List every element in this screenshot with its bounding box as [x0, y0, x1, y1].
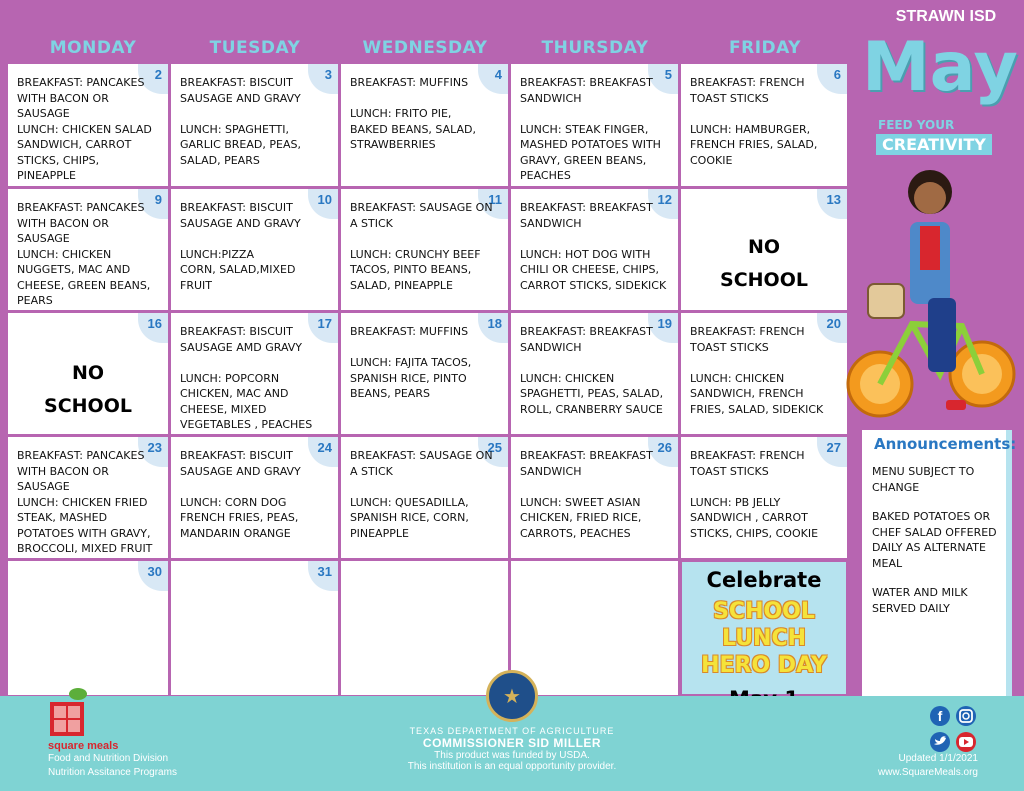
calendar-day-cell	[171, 561, 338, 695]
day-number: 18	[478, 313, 508, 343]
announcement-item: MENU SUBJECT TO CHANGE	[872, 465, 975, 494]
calendar-day-cell	[681, 64, 847, 186]
tagline-line1: FEED YOUR	[878, 118, 955, 132]
calendar-day-cell	[511, 437, 678, 558]
day-number: 25	[478, 437, 508, 467]
calendar-day-cell	[681, 189, 847, 310]
day-number: 6	[817, 64, 847, 94]
calendar-day-cell	[341, 437, 508, 558]
footer-credits	[312, 726, 712, 772]
tagline-line2: CREATIVITY	[876, 134, 992, 155]
day-number: 30	[138, 561, 168, 591]
calendar-day-cell	[8, 313, 168, 434]
menu-text: BREAKFAST: SAUSAGE ON A STICK LUNCH: QUESADILLA, SPANISH RICE, CORN, PINEAPPLE	[350, 449, 493, 540]
weekday-headers	[8, 38, 848, 62]
agency-name: TEXAS DEPARTMENT OF AGRICULTURE	[409, 726, 615, 736]
girl-on-bicycle-illustration	[846, 162, 1018, 432]
day-number: 27	[817, 437, 847, 467]
division-name: Food and Nutrition Division	[48, 753, 169, 764]
menu-text: BREAKFAST: FRENCH TOAST STICKS LUNCH: HAMBURGER, FRENCH FRIES, SALAD, COOKIE	[690, 76, 818, 167]
announcements-heading: Announcements:	[874, 435, 1017, 453]
facebook-icon[interactable]	[930, 706, 950, 726]
day-number: 20	[817, 313, 847, 343]
svg-text:f: f	[937, 708, 943, 724]
updated-date: Updated 1/1/2021	[898, 753, 978, 764]
menu-text: BREAKFAST: FRENCH TOAST STICKS LUNCH: PB JELLY SANDWICH , CARROT STICKS, CHIPS, COOKIE	[690, 449, 819, 540]
day-number: 23	[138, 437, 168, 467]
header-wednesday: WEDNESDAY	[362, 38, 488, 58]
day-number: 31	[308, 561, 338, 591]
equal-opportunity-note: This institution is an equal opportunity provider.	[407, 761, 617, 772]
calendar-day-cell	[341, 189, 508, 310]
menu-text: BREAKFAST: BREAKFAST SANDWICH LUNCH: CHICKEN SPAGHETTI, PEAS, SALAD, ROLL, CRANBERRY SAUCE	[520, 325, 664, 416]
footer-update	[878, 752, 978, 780]
menu-text: BREAKFAST: BISCUIT SAUSAGE AND GRAVY LUNCH: SPAGHETTI, GARLIC BREAD, PEAS, SALAD, PEARS	[180, 76, 301, 167]
menu-text: BREAKFAST: MUFFINS LUNCH: FRITO PIE, BAKED BEANS, SALAD, STRAWBERRIES	[350, 76, 477, 151]
calendar-day-cell	[171, 64, 338, 186]
program-name: Nutrition Assitance Programs	[48, 767, 177, 778]
footer-division	[48, 752, 177, 780]
calendar-day-cell	[511, 189, 678, 310]
calendar-day-cell	[171, 189, 338, 310]
instagram-icon[interactable]	[956, 706, 976, 726]
funding-note: This product was funded by USDA.	[434, 750, 590, 761]
calendar-day-cell	[341, 561, 508, 695]
tda-seal-icon: ★	[486, 670, 538, 722]
day-number: 4	[478, 64, 508, 94]
month-title: May	[862, 28, 1018, 107]
day-number: 3	[308, 64, 338, 94]
menu-text: BREAKFAST: BREAKFAST SANDWICH LUNCH: HOT DOG WITH CHILI OR CHEESE, CHIPS, CARROT STICKS, SIDEKICK	[520, 201, 667, 292]
commissioner-name: COMMISSIONER SID MILLER	[422, 736, 602, 750]
calendar-day-cell	[341, 64, 508, 186]
menu-text: BREAKFAST: BISCUIT SAUSAGE AND GRAVY LUNCH:PIZZA CORN, SALAD,MIXED FRUIT	[180, 201, 301, 292]
day-number: 12	[648, 189, 678, 219]
district-name: STRAWN ISD	[895, 8, 997, 25]
youtube-icon[interactable]	[956, 732, 976, 752]
no-school-label: NO SCHOOL	[44, 362, 132, 417]
calendar-day-cell	[511, 313, 678, 434]
announcements-panel	[862, 430, 1017, 696]
calendar-day-cell	[681, 313, 847, 434]
day-number: 26	[648, 437, 678, 467]
header-thursday: THURSDAY	[541, 38, 649, 58]
announcement-item: BAKED POTATOES OR CHEF SALAD OFFERED DAILY AS ALTERNATE MEAL	[872, 510, 997, 570]
announcement-item: WATER AND MILK SERVED DAILY	[872, 586, 968, 615]
menu-text: BREAKFAST: PANCAKES WITH BACON OR SAUSAGE LUNCH: CHICKEN FRIED STEAK, MASHED POTATOES WITH GRAVY, BROCCOLI, MIXED FRUIT	[17, 449, 153, 555]
calendar-day-cell	[8, 561, 168, 695]
menu-text: BREAKFAST: BISCUIT SAUSAGE AND GRAVY LUNCH: CORN DOG FRENCH FRIES, PEAS, MANDARIN ORANGE	[180, 449, 301, 540]
hero-day-line2: HERO DAY	[701, 653, 827, 678]
celebrate-title: Celebrate	[706, 568, 822, 592]
day-number: 9	[138, 189, 168, 219]
menu-text: BREAKFAST: BREAKFAST SANDWICH LUNCH: SWEET ASIAN CHICKEN, FRIED RICE, CARROTS, PEACHES	[520, 449, 653, 540]
header-monday: MONDAY	[49, 38, 137, 58]
day-number: 17	[308, 313, 338, 343]
day-number: 13	[817, 189, 847, 219]
day-number: 5	[648, 64, 678, 94]
day-number: 2	[138, 64, 168, 94]
header-friday: FRIDAY	[729, 38, 801, 58]
calendar-day-cell	[681, 437, 847, 558]
hero-day-line1: SCHOOL LUNCH	[713, 599, 815, 651]
day-number: 19	[648, 313, 678, 343]
day-number: 16	[138, 313, 168, 343]
calendar-day-cell	[171, 437, 338, 558]
website-link[interactable]: www.SquareMeals.org	[877, 767, 978, 778]
day-number: 11	[478, 189, 508, 219]
calendar-day-cell	[8, 437, 168, 558]
celebrate-box	[682, 562, 846, 694]
calendar-day-cell	[8, 64, 168, 186]
menu-text: BREAKFAST: PANCAKES WITH BACON OR SAUSAGE LUNCH: CHICKEN SALAD SANDWICH, CARROT STICKS, CHIPS, PINEAPPLE	[17, 76, 152, 182]
calendar-day-cell	[341, 313, 508, 434]
day-number: 24	[308, 437, 338, 467]
menu-text: BREAKFAST: FRENCH TOAST STICKS LUNCH: CHICKEN SANDWICH, FRENCH FRIES, SALAD, SIDEKICK	[690, 325, 824, 416]
no-school-label: NO SCHOOL	[720, 236, 808, 291]
calendar-day-cell	[171, 313, 338, 434]
square-meals-logo-text: square meals	[48, 740, 119, 752]
menu-text: BREAKFAST: MUFFINS LUNCH: FAJITA TACOS, SPANISH RICE, PINTO BEANS, PEARS	[350, 325, 472, 400]
menu-text: BREAKFAST: SAUSAGE ON A STICK LUNCH: CRUNCHY BEEF TACOS, PINTO BEANS, SALAD, PINEAPPLE	[350, 201, 493, 292]
square-meals-logo-icon	[48, 684, 98, 738]
menu-text: BREAKFAST: PANCAKES WITH BACON OR SAUSAGE LUNCH: CHICKEN NUGGETS, MAC AND CHEESE, GREEN BEANS, PEARS	[17, 201, 151, 307]
menu-text: BREAKFAST: BISCUIT SAUSAGE AMD GRAVY LUNCH: POPCORN CHICKEN, MAC AND CHEESE, MIXED VEGETABLES , PEACHES	[180, 325, 313, 431]
header-tuesday: TUESDAY	[209, 38, 301, 58]
menu-text: BREAKFAST: BREAKFAST SANDWICH LUNCH: STEAK FINGER, MASHED POTATOES WITH GRAVY, GREEN BEANS, PEACHES	[520, 76, 661, 182]
social-icons	[930, 706, 980, 754]
calendar-day-cell	[8, 189, 168, 310]
twitter-icon[interactable]	[930, 732, 950, 752]
calendar-day-cell	[511, 64, 678, 186]
day-number: 10	[308, 189, 338, 219]
calendar-day-cell	[511, 561, 678, 695]
